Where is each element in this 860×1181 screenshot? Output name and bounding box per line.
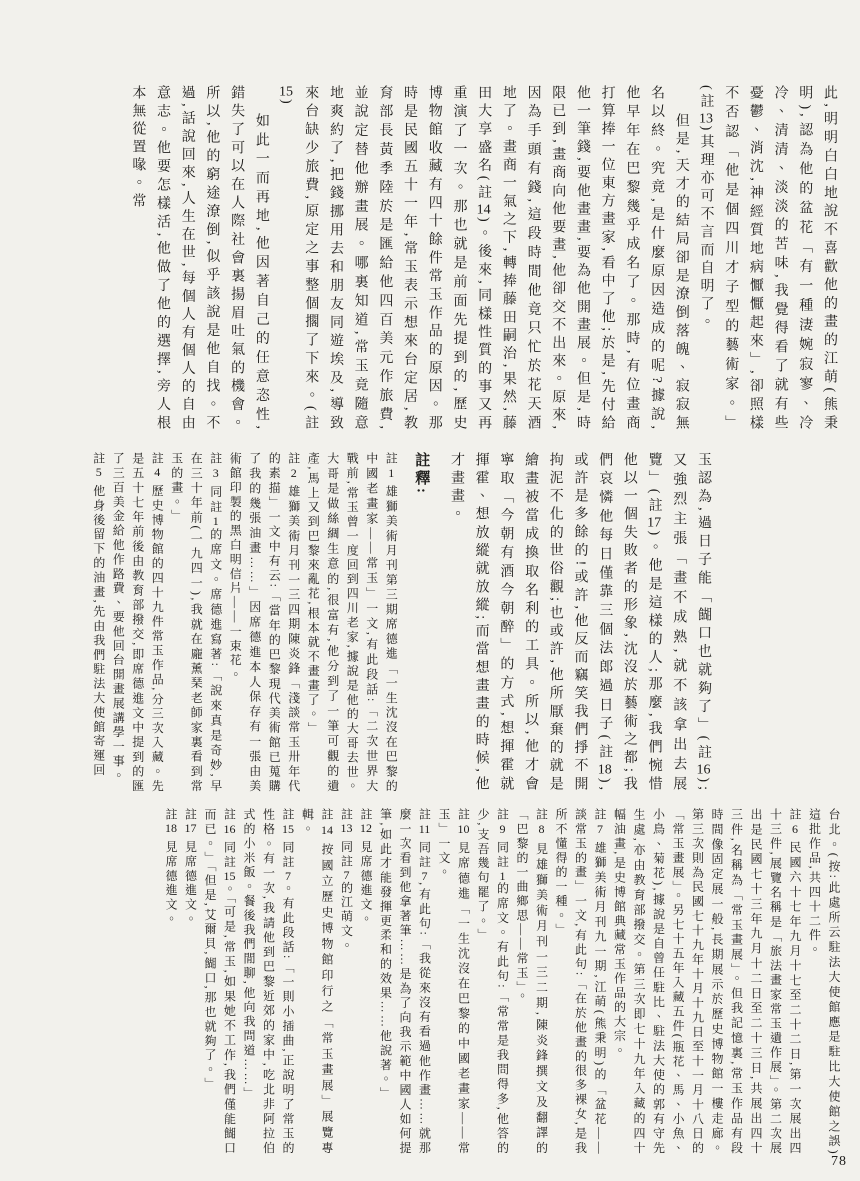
- note-label: 註8: [534, 808, 549, 836]
- note-item-12: [356, 808, 376, 1156]
- note-item-14: [297, 808, 336, 1156]
- note-label: 註16: [222, 808, 237, 835]
- note-text: 他身後留下的油畫,先由我們駐法大使館寄運回: [91, 484, 106, 778]
- notes-heading: 註釋:: [413, 452, 430, 496]
- note-text: 雄獅美術月刊九一期,江萌(熊秉明)的「盆花——談常玉的畫」一文,有此句:「在於他畫的很多裸女,是我所不懂得的一種。」: [554, 808, 607, 1156]
- note-text: 同註7。有此段話:「一則小插曲,正說明了常玉的性格。有一次,我請他到巴黎近郊的家中,吃北非阿拉伯式的小米飯。餐後我們閒聊,他向我問道……」: [242, 808, 295, 1156]
- note-text: 同註7的江萌文。: [339, 840, 354, 954]
- note-label: 註1: [384, 452, 399, 479]
- note-text: 見席德進「一生沈沒在巴黎的中國老畫家——常玉」一文。: [437, 808, 471, 1156]
- note-5-continuation: 台北。(按:此處所云駐法大使館應是駐比大使館之誤)這批作品,共四十二件。: [807, 808, 841, 1156]
- note-text: 見席德進文。: [183, 840, 198, 927]
- note-item-16: [200, 808, 239, 1156]
- body-paragraph-1: 此,明明白白地說不喜歡他的畫的江萌(熊秉明),認為他的盆花「有一種淒婉寂寥、冷冷、清清、淡淡的苦味,我覺得看了就有些憂鬱、消沈,神經質地病懨懨起來」,卻照樣不否認「他是個四川才子型的藝術家。」(註13)其理亦可不言而自明了。: [698, 85, 837, 433]
- note-item-3: [166, 452, 225, 794]
- note-item-11: [375, 808, 434, 1156]
- middle-block: [75, 452, 715, 794]
- note-item-15: [239, 808, 298, 1156]
- notes-bottom-block: [73, 808, 843, 1156]
- body-paragraph-continuation: 玉認為,過日子能「餬口也就夠了」(註16);又強烈主張「畫不成熟,就不該拿出去展覽」(註17)。他是這樣的人;那麼,我們惋惜他以一個失敗者的形象,沈沒於藝術之都;我們哀憐他每日僅靠三個法郎過日子(註18),或許是多餘的!或許,他反而竊笑我們掙不開拘泥不化的世俗觀;也或許,他所厭棄的就是繪畫被當成換取名利的工具。所以,他才會寧取「今朝有酒今朝醉」的方式,想揮霍就揮霍、想放縱就放縱;而當想畫畫的時候,他才畫畫。: [448, 452, 711, 794]
- body-paragraph-2: 但是,天才的結局卻是潦倒落魄、寂寂無名以終。究竟,是什麼原因造成的呢?據說,他早年在巴黎幾乎成名了。那時,有位畫商打算捧一位東方畫家,看中了他;於是,先付給他一筆錢,要他畫畫,要為他開畫展。但是,時限已到,畫商向他要畫,他卻交不出來。原來,因為手頭有錢,這段時間他竟只忙於花天酒地了。畫商一氣之下,轉捧藤田嗣治,果然,藤田大享盛名(註14)。後來,同樣性質的事又再重演了一次。那也就是前面先提到的,歷史博物館收藏有四十餘件常玉作品的原因。那時是民國五十一年,常玉表示想來台定居,教育部長黃季陸於是匯給他四百美元作旅費,並說定替他辦畫展。哪裏知道,常玉竟隨意地爽約了,把錢挪用去和朋友同遊埃及,導致來台缺少旅費,原定之事整個擱了下來。(註15): [278, 85, 689, 433]
- note-label: 註12: [359, 808, 373, 835]
- note-label: 註11: [417, 808, 432, 835]
- page-number: 78: [831, 1154, 847, 1169]
- note-text: 民國六十七年九月十七至二十二日,第一次展出四十三件,展覽名稱是「旅法畫家常玉遺作展」。第二次展出是民國七十三年九月十二日至二十三日,共展出四十三件,名稱為「常玉畫展」。但我記憶裏,常玉作品有段時間像固定展一般,長期展示於歷史博物館一樓走廊。第三次則為民國七十九年十月十九日至十一月十八日的「常玉畫展」。另七十五年入藏五件(瓶花、馬、小魚、小鳥、菊花),據說是自曾任駐比、駐法大使的郭有守先生處,亦由教育部撥交。第三次即七十九年入藏的四十幅油畫,是史博館典藏常玉作品的大宗。: [612, 808, 802, 1156]
- note-item-13: [336, 808, 356, 1156]
- note-text: 見席德進文。: [164, 840, 178, 927]
- note-text: 雄獅美術月刊第三期席德進「一生沈沒在巴黎的中國老畫家——常玉」一文,有此段話:「二次世界大戰前,常玉曾一度回到四川老家,據說是他的大哥去世。大哥是做絲綢生意的,很富有,他分到了一筆可觀的遺產,馬上又到巴黎來亂花,根本就不畫畫了。」: [306, 452, 399, 794]
- note-item-2: [225, 452, 303, 794]
- note-item-9: [473, 808, 512, 1156]
- note-label: 註18: [164, 808, 178, 835]
- note-label: 註6: [788, 808, 802, 835]
- note-label: 註3: [208, 452, 223, 479]
- note-item-18: [161, 808, 181, 1156]
- note-label: 註9: [495, 808, 510, 835]
- note-label: 註13: [339, 808, 354, 835]
- main-text-top-block: [75, 85, 841, 433]
- note-label: 註14: [320, 808, 334, 836]
- note-item-6: [609, 808, 804, 1156]
- note-item-8: [512, 808, 551, 1156]
- note-label: 註2: [286, 452, 301, 479]
- note-text: 同註1的席文。有此句:「常常是我問得多,他答的少,支吾幾句罷了。」: [476, 808, 510, 1156]
- note-text: 同註1的席文。席德進寫著:「說來真是奇妙,早在三十年前(一九四一),我就在龐薰琹老師家裏看到常玉的畫。」: [169, 452, 223, 794]
- note-item-4: [108, 452, 167, 794]
- note-text: 同註7,有此句:「我從來沒有看過他作畫……就那麼一次看到他拿著筆……是為了向我示範中國人如何提筆,如此才能發揮更柔和的效果……他說著。」: [378, 808, 432, 1156]
- note-text: 歷史博物館的四十九件常玉作品,分三次入藏。先是五十七年前後由教育部撥交,即席德進文中提到的匯了三百美金給他作路費、要他回台開畫展講學一事。: [111, 452, 165, 794]
- note-text: 見席德進文。: [359, 840, 373, 927]
- note-label: 註10: [456, 808, 471, 836]
- body-paragraph-3: 如此一而再地,他因著自己的任意恣性,錯失了可以在人際社會裏揚眉吐氣的機會。所以,他的窮途潦倒,似乎該說是他自找。不過,話說回來,人生在世,每個人有個人的自由意志。他要怎樣活,他做了他的選擇,旁人根本無從置喙。常: [130, 85, 269, 433]
- note-item-17: [180, 808, 200, 1156]
- note-item-7: [551, 808, 610, 1156]
- note-label: 註7: [593, 808, 607, 835]
- note-item-1: [303, 452, 401, 794]
- note-text: 見雄獅美術月刊一三二期,陳炎鋒撰文及翻譯的「巴黎的一曲鄉思——常玉」。: [515, 808, 549, 1156]
- note-label: 註17: [183, 808, 198, 835]
- note-item-5: [88, 452, 108, 794]
- note-item-10: [434, 808, 473, 1156]
- note-text: 同註15。「可是,常玉,如果她不工作,我們僅能餬口而已。」「但是,艾爾貝,餬口,那也就夠了。」: [203, 808, 237, 1156]
- note-label: 註5: [91, 452, 106, 479]
- note-text: 按國立歷史博物館印行之「常玉畫展」展覽專輯。: [300, 808, 334, 1156]
- note-label: 註4: [150, 452, 165, 479]
- note-text: 雄獅美術月刊一三四期陳炎鋒「淺談常玉卅年代的素描」一文中有云:「當年的巴黎現代美術館已蒐購了我的幾張油畫……」因席德進本人保存有一張由美術館印製的黑白明信片——一束花。: [228, 452, 301, 794]
- note-label: 註15: [281, 808, 295, 835]
